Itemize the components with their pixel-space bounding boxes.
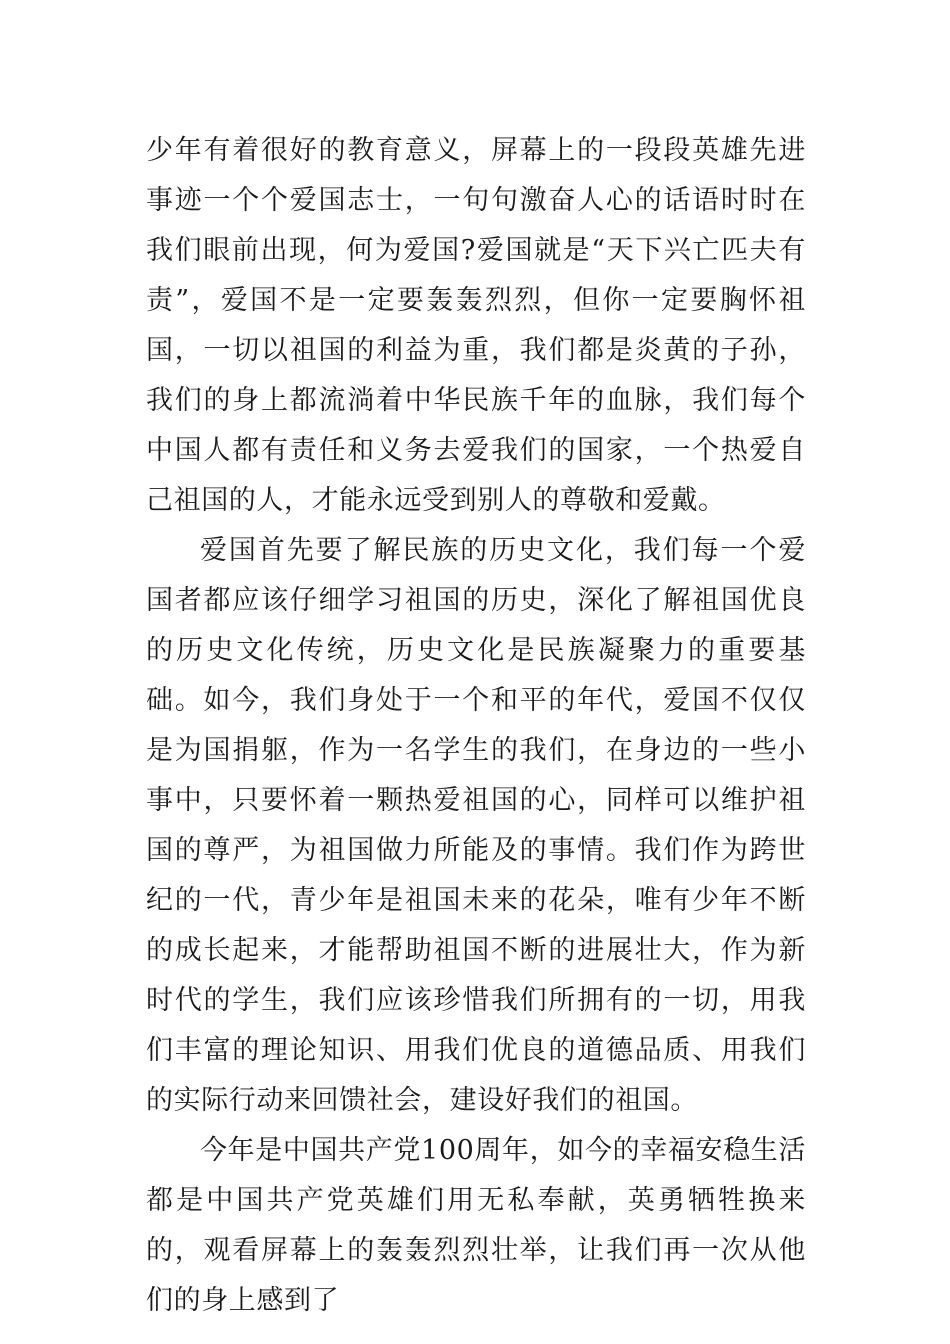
document-body	[146, 126, 806, 1326]
paragraph-history-culture: 爱国首先要了解民族的历史文化，我们每一个爱国者都应该仔细学习祖国的历史，深化了解祖国优良的历史文化传统，历史文化是民族凝聚力的重要基础。如今，我们身处于一个和平的年代，爱国不仅仅是为国捐躯，作为一名学生的我们，在身边的一些小事中，只要怀着一颗热爱祖国的心，同样可以维护祖国的尊严，为祖国做力所能及的事情。我们作为跨世纪的一代，青少年是祖国未来的花朵，唯有少年不断的成长起来，才能帮助祖国不断的进展壮大，作为新时代的学生，我们应该珍惜我们所拥有的一切，用我们丰富的理论知识、用我们优良的道德品质、用我们的实际行动来回馈社会，建设好我们的祖国。	[146, 535, 806, 1116]
paragraph-continued: 少年有着很好的教育意义，屏幕上的一段段英雄先进事迹一个个爱国志士，一句句激奋人心的话语时时在我们眼前出现，何为爱国?爱国就是“天下兴亡匹夫有责”，爱国不是一定要轰轰烈烈，但你一定要胸怀祖国，一切以祖国的利益为重，我们都是炎黄的子孙，我们的身上都流淌着中华民族千年的血脉，我们每个中国人都有责任和义务去爱我们的国家，一个热爱自己祖国的人，才能永远受到别人的尊敬和爱戴。	[146, 135, 806, 516]
paragraph-party-centenary: 今年是中国共产党100周年，如今的幸福安稳生活都是中国共产党英雄们用无私奉献，英勇牺牲换来的，观看屏幕上的轰轰烈烈壮举，让我们再一次从他们的身上感到了	[146, 1135, 806, 1316]
